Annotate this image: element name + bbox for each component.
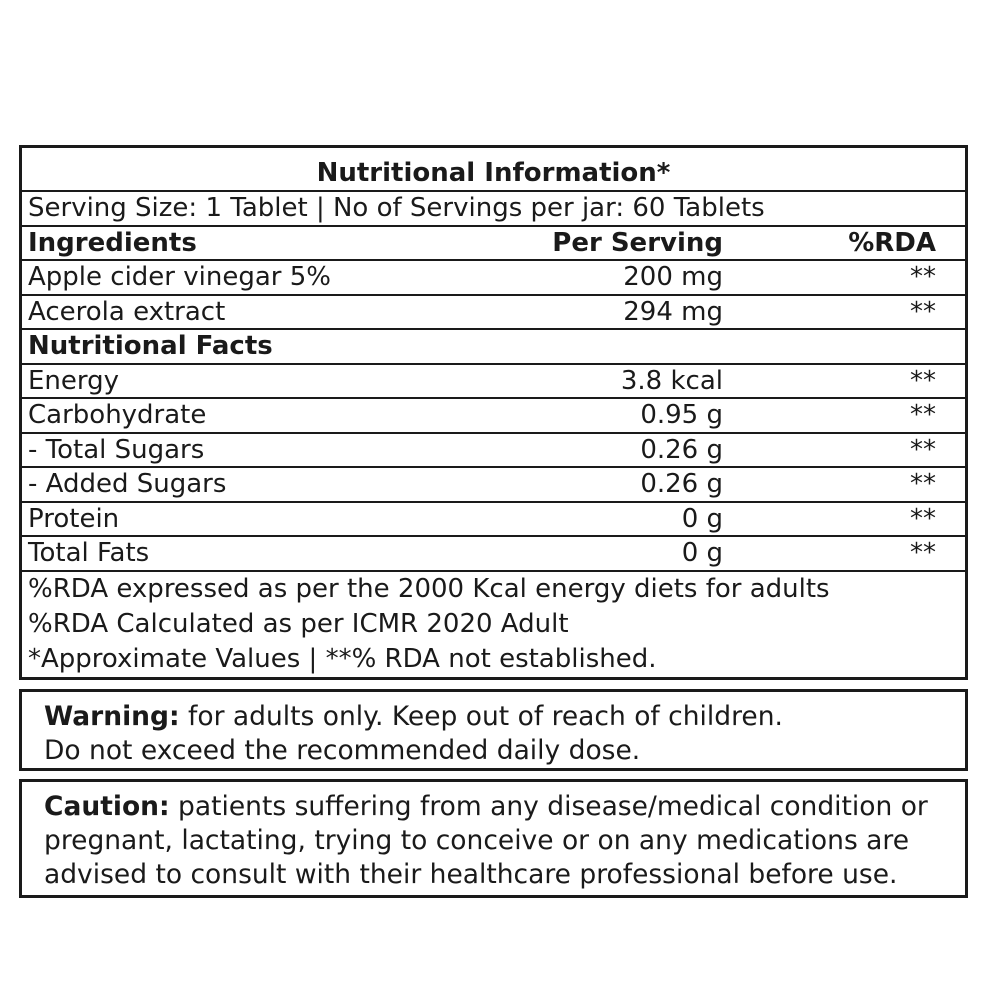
ingredient-name: Acerola extract	[28, 296, 226, 327]
facts-heading: Nutritional Facts	[28, 331, 273, 361]
warning-label: Warning:	[44, 701, 180, 732]
fact-amount: 0.26 g	[640, 469, 723, 499]
serving-text: Serving Size: 1 Tablet | No of Servings per jar: 60 Tablets	[28, 193, 765, 223]
table-row	[22, 399, 965, 434]
fact-name: Energy	[28, 365, 120, 396]
ingredient-amount: 200 mg	[623, 262, 723, 292]
nutrition-title: Nutritional Information*	[22, 148, 965, 192]
warning-text	[44, 700, 944, 768]
table-row	[22, 365, 965, 400]
footnote: *Approximate Values | **% RDA not established.	[28, 643, 657, 674]
table-row	[22, 468, 965, 503]
table-row	[22, 261, 965, 296]
table-row	[22, 296, 965, 331]
warning-line-1	[44, 700, 944, 734]
caution-label: Caution:	[44, 791, 170, 822]
fact-name: - Added Sugars	[28, 469, 227, 499]
caution-text	[44, 790, 944, 892]
nutrition-table	[19, 145, 968, 680]
fact-name: Total Fats	[28, 538, 150, 568]
fact-amount: 3.8 kcal	[620, 365, 723, 396]
fact-rda: **	[910, 469, 936, 499]
fact-name: Protein	[28, 503, 120, 534]
facts-heading-row	[22, 330, 965, 365]
per-serving-header: Per Serving	[552, 227, 723, 258]
table-row	[22, 434, 965, 469]
fact-name: Carbohydrate	[28, 400, 207, 430]
table-row	[22, 537, 965, 572]
fact-rda: **	[910, 365, 936, 396]
serving-info	[22, 192, 965, 227]
fact-rda: **	[910, 503, 936, 534]
table-row	[22, 503, 965, 538]
ingredient-name: Apple cider vinegar 5%	[28, 262, 331, 292]
caution-line-1	[44, 790, 944, 824]
footnote: %RDA Calculated as per ICMR 2020 Adult	[28, 608, 569, 639]
ingredient-rda: **	[910, 262, 936, 292]
ingredients-header: Ingredients	[28, 227, 197, 258]
warning-line-2: Do not exceed the recommended daily dose.	[44, 735, 641, 766]
footnote: %RDA expressed as per the 2000 Kcal energy diets for adults	[28, 573, 830, 604]
fact-amount: 0.95 g	[640, 400, 723, 430]
fact-rda: **	[910, 538, 936, 568]
ingredient-amount: 294 mg	[623, 296, 723, 327]
warning-text-1: for adults only. Keep out of reach of children.	[179, 701, 783, 732]
caution-text-1: patients suffering from any disease/medical condition or	[169, 791, 928, 822]
caution-line-3: advised to consult with their healthcare professional before use.	[44, 859, 898, 890]
fact-amount: 0.26 g	[640, 434, 723, 465]
fact-name: - Total Sugars	[28, 434, 205, 465]
caution-box	[19, 779, 968, 898]
ingredient-rda: **	[910, 296, 936, 327]
ingredients-header-row	[22, 227, 965, 262]
rda-header: %RDA	[848, 227, 936, 258]
fact-amount: 0 g	[681, 503, 723, 534]
warning-box	[19, 689, 968, 771]
footnotes	[22, 572, 965, 677]
fact-amount: 0 g	[681, 538, 723, 568]
fact-rda: **	[910, 434, 936, 465]
caution-line-2: pregnant, lactating, trying to conceive or on any medications are	[44, 825, 910, 856]
fact-rda: **	[910, 400, 936, 430]
